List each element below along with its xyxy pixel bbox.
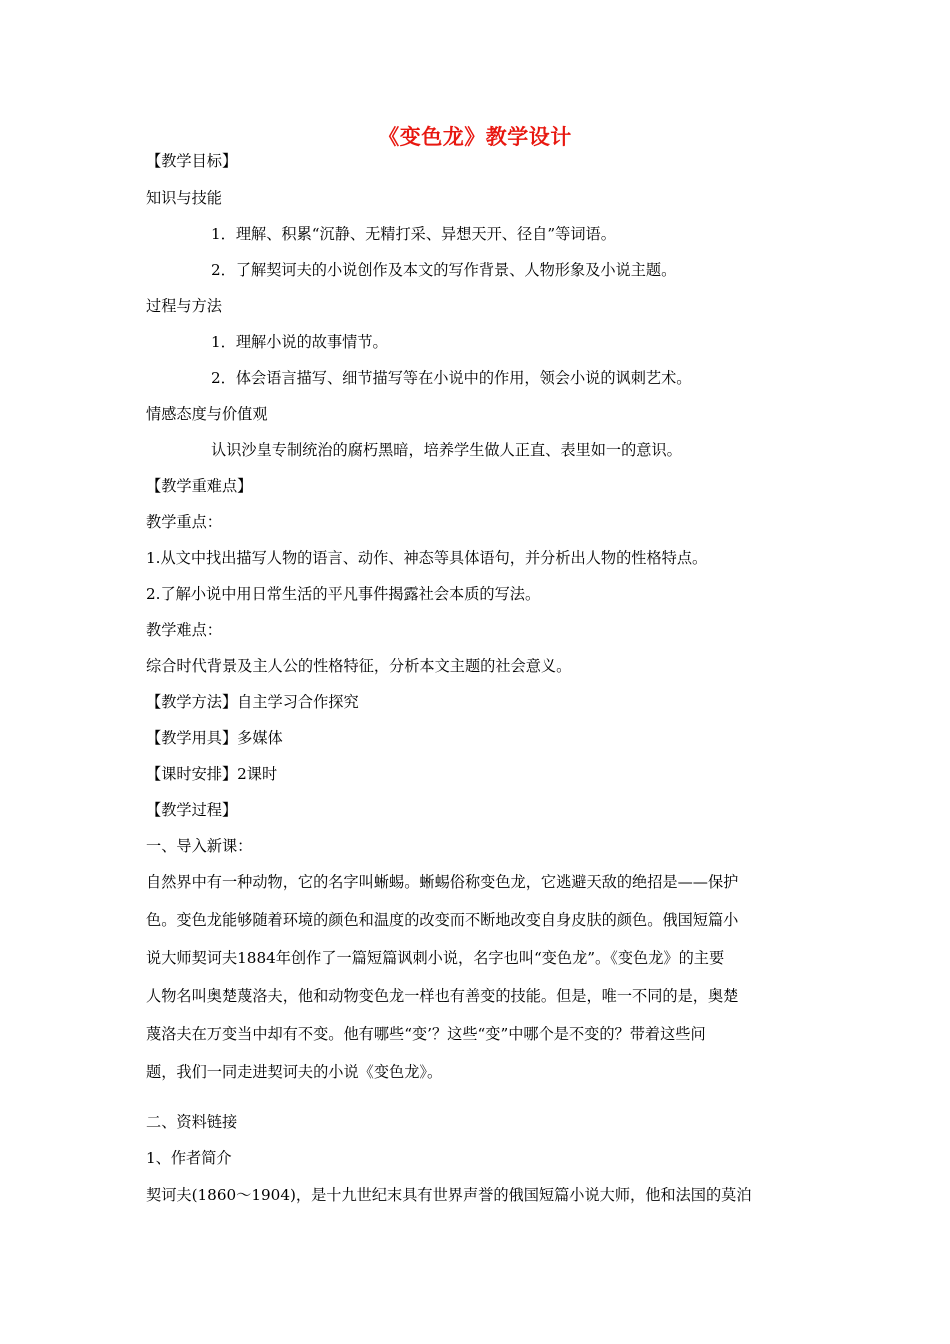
resources-heading: 二、资料链接	[146, 1113, 238, 1131]
intro-paragraph-line: 蔑洛夫在万变当中却有不变。他有哪些“变’？这些“变”中哪个是不变的？带着这些问	[146, 1025, 706, 1043]
objectives-heading: 【教学目标】	[146, 152, 238, 170]
focus-item-2: 2.了解小说中用日常生活的平凡事件揭露社会本质的写法。	[146, 585, 541, 603]
intro-paragraph-line: 题，我们一同走进契诃夫的小说《变色龙》。	[146, 1063, 443, 1081]
process-item-2: 2．体会语言描写、细节描写等在小说中的作用，领会小说的讽刺艺术。	[211, 369, 692, 387]
knowledge-heading: 知识与技能	[146, 189, 222, 207]
schedule-line: 【课时安排】2课时	[146, 765, 278, 783]
author-heading: 1、作者简介	[146, 1149, 232, 1167]
process-item-1: 1．理解小说的故事情节。	[211, 333, 388, 351]
process-heading: 过程与方法	[146, 297, 222, 315]
emotion-item-1: 认识沙皇专制统治的腐朽黑暗，培养学生做人正直、表里如一的意识。	[211, 441, 682, 459]
process-section-heading: 【教学过程】	[146, 801, 238, 819]
difficulty-item-1: 综合时代背景及主人公的性格特征，分析本文主题的社会意义。	[146, 657, 572, 675]
author-paragraph-line: 契诃夫(1860～1904)，是十九世纪末具有世界声誉的俄国短篇小说大师，他和法国的莫泊	[146, 1186, 752, 1204]
intro-paragraph-line: 自然界中有一种动物，它的名字叫蜥蜴。蜥蜴俗称变色龙，它逃避天敌的绝招是——保护	[146, 873, 739, 891]
intro-paragraph-line: 说大师契诃夫1884年创作了一篇短篇讽刺小说，名字也叫“变色龙”。《变色龙》的主要	[146, 949, 725, 967]
focus-heading: 教学重点：	[146, 513, 222, 531]
keypoints-heading: 【教学重难点】	[146, 477, 253, 495]
intro-paragraph-line: 色。变色龙能够随着环境的颜色和温度的改变而不断地改变自身皮肤的颜色。俄国短篇小	[146, 911, 739, 929]
intro-heading: 一、导入新课：	[146, 837, 253, 855]
tools-line: 【教学用具】多媒体	[146, 729, 283, 747]
emotion-heading: 情感态度与价值观	[146, 405, 268, 423]
focus-item-1: 1.从文中找出描写人物的语言、动作、神态等具体语句，并分析出人物的性格特点。	[146, 549, 708, 567]
difficulty-heading: 教学难点：	[146, 621, 222, 639]
knowledge-item-1: 1．理解、积累“沉静、无精打采、异想天开、径自”等词语。	[211, 225, 616, 243]
intro-paragraph-line: 人物名叫奥楚蔑洛夫，他和动物变色龙一样也有善变的技能。但是，唯一不同的是，奥楚	[146, 987, 739, 1005]
method-line: 【教学方法】自主学习合作探究	[146, 693, 359, 711]
knowledge-item-2: 2．了解契诃夫的小说创作及本文的写作背景、人物形象及小说主题。	[211, 261, 677, 279]
document-title: 《变色龙》教学设计	[378, 125, 572, 149]
